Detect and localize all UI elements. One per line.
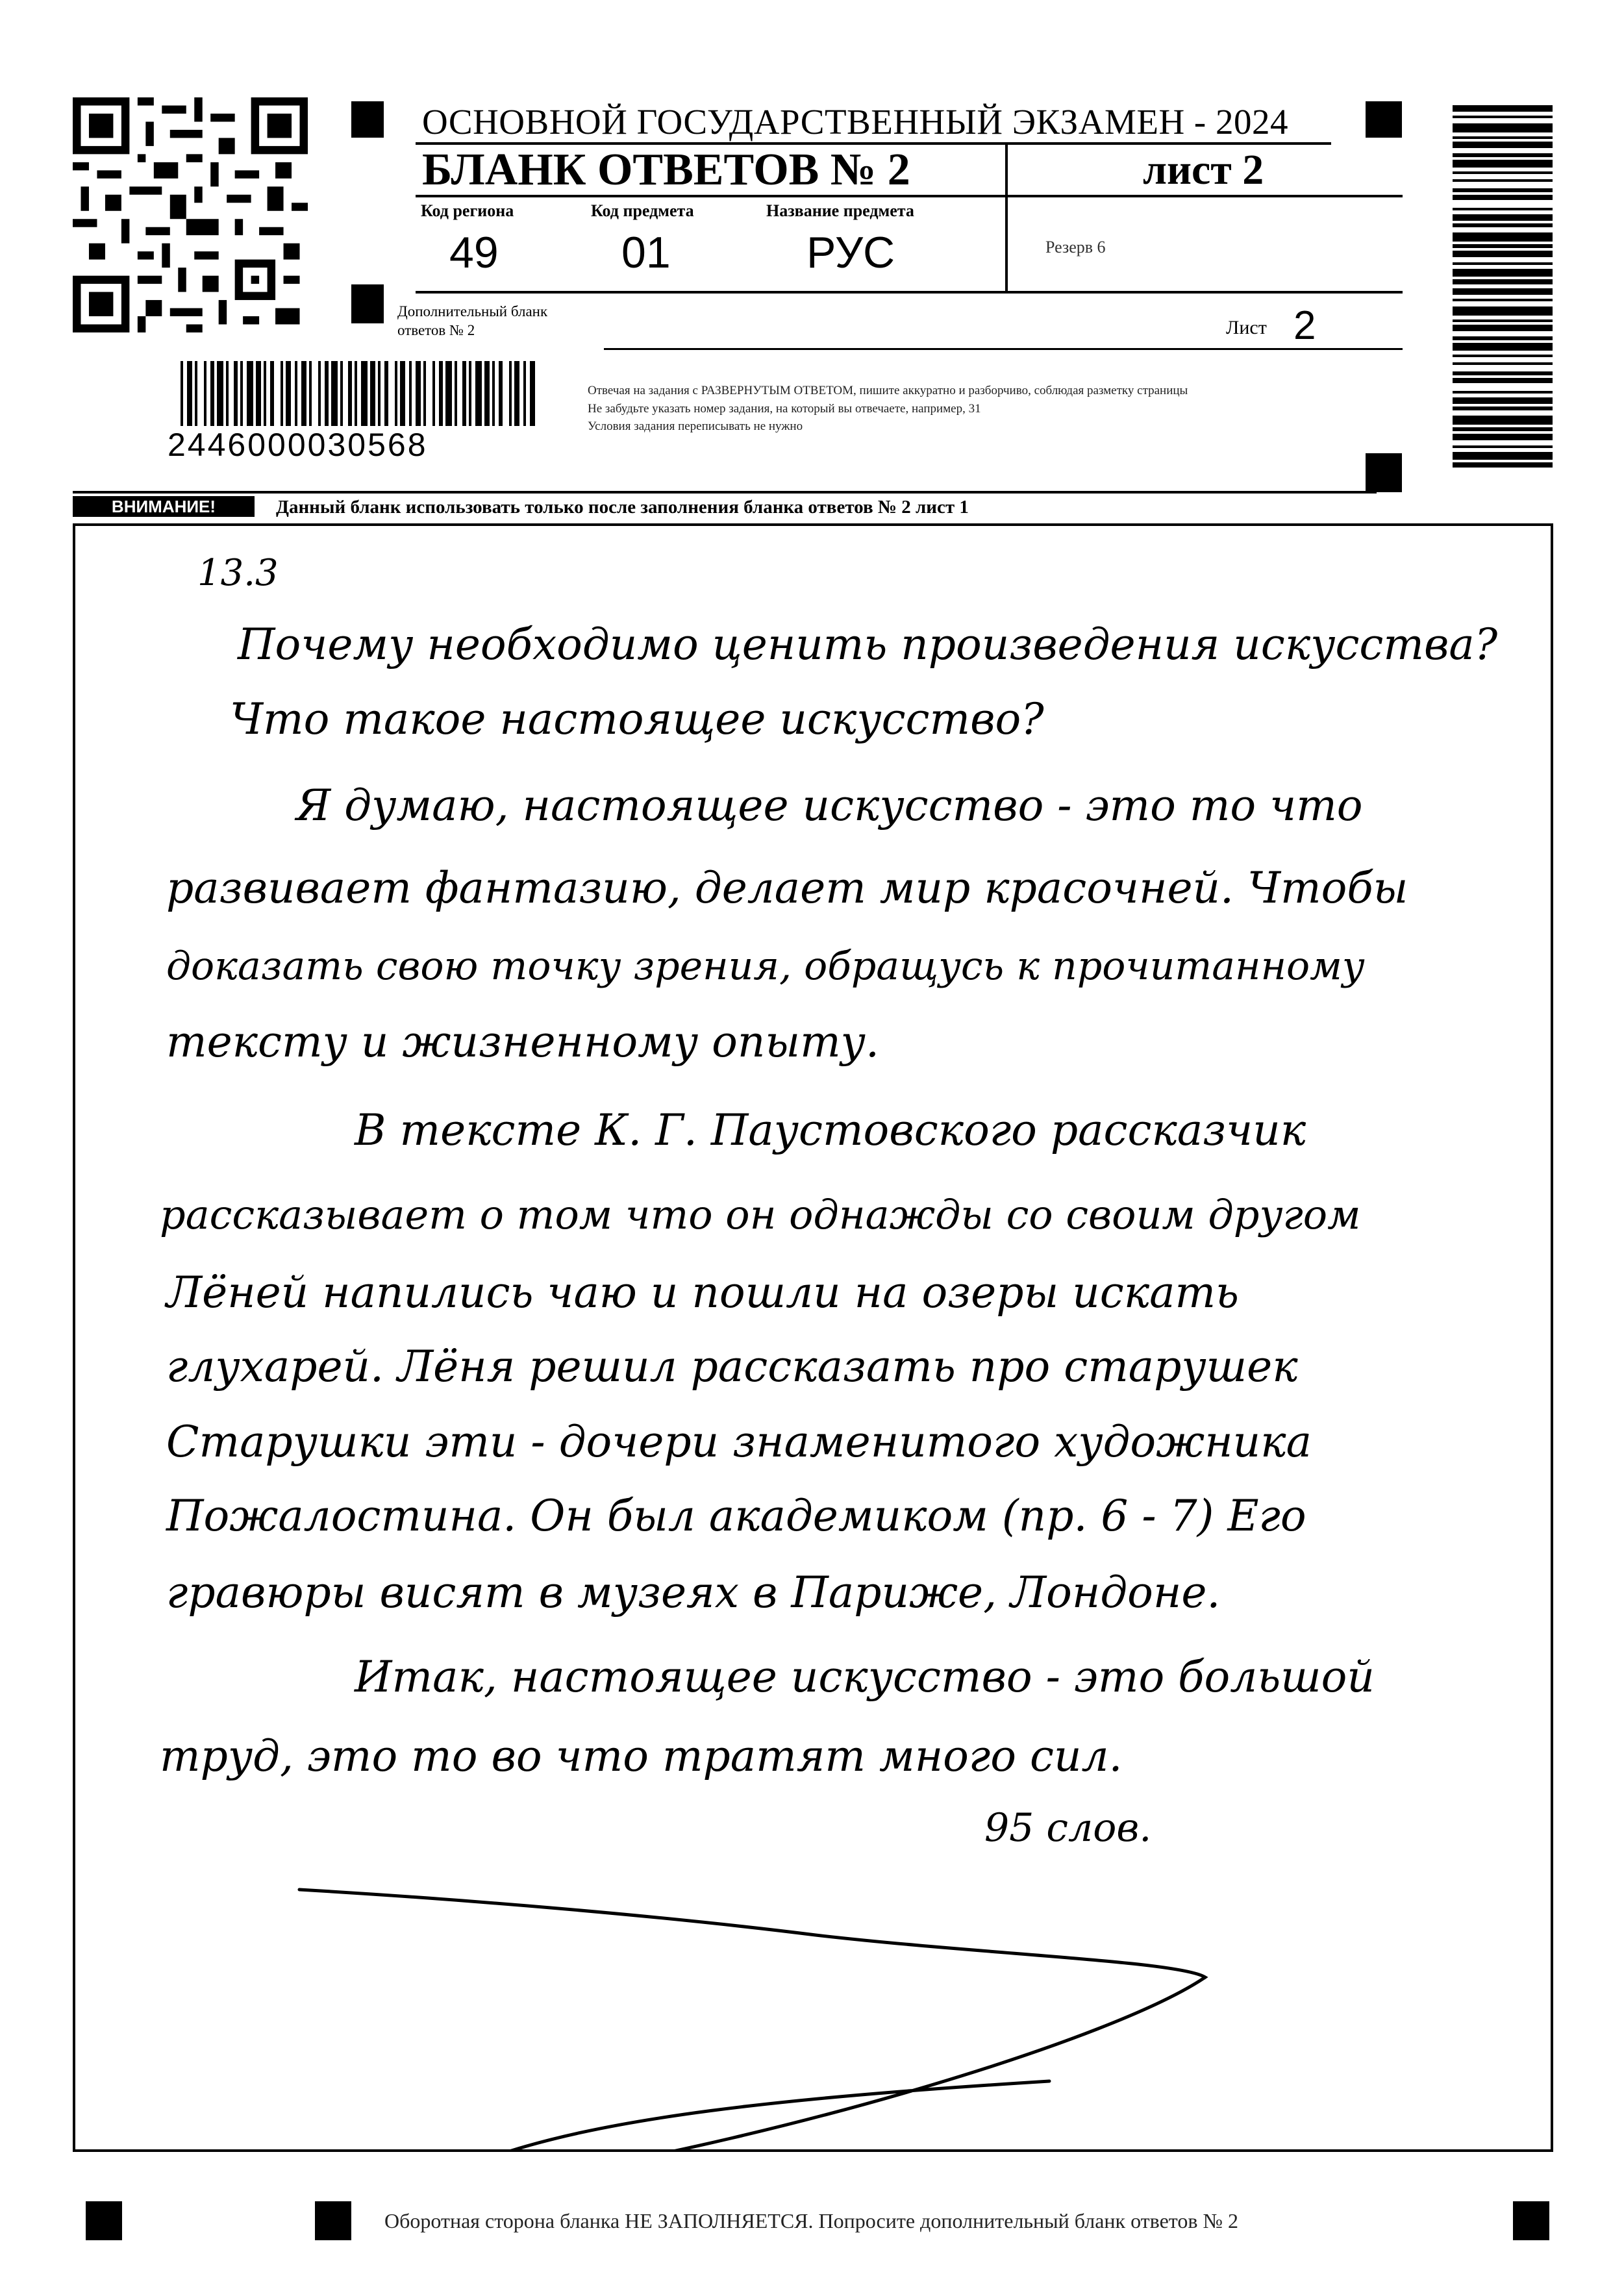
barcode-bar — [514, 361, 519, 426]
barcode-bar — [455, 361, 457, 426]
registration-mark-bottom-2 — [315, 2201, 351, 2240]
barcode-bar — [281, 361, 283, 426]
barcode-bar — [1453, 391, 1553, 394]
attention-badge: ВНИМАНИЕ! — [73, 496, 255, 517]
answer-line: рассказывает о том что он однажды со своим другом — [160, 1191, 1361, 1238]
answer-line: Пожалостина. Он был академиком (пр. 6 - 7) Его — [166, 1491, 1306, 1541]
barcode-bar — [1453, 427, 1553, 431]
qr-code — [73, 97, 308, 332]
answer-line: развивает фантазию, делает мир красочней. Чтобы — [166, 863, 1408, 913]
region-code-value: 49 — [449, 228, 499, 277]
barcode-bar — [416, 361, 421, 426]
barcode-bar — [499, 361, 503, 426]
barcode-bar — [509, 361, 512, 426]
instruction-line: Условия задания переписывать не нужно — [588, 419, 803, 434]
registration-mark-bottom-3 — [1513, 2201, 1549, 2240]
barcode-bar — [181, 361, 183, 426]
barcode-bar — [400, 361, 405, 426]
barcode-bar — [1453, 325, 1553, 331]
registration-mark-mid-right — [1366, 453, 1402, 492]
barcode-bar — [1453, 153, 1553, 157]
barcode-bar — [217, 361, 223, 426]
barcode-bar — [1453, 299, 1553, 301]
sheet-label: лист 2 — [1143, 146, 1264, 194]
barcode-bar — [378, 361, 381, 426]
z-strike-mark — [75, 526, 1551, 2149]
additional-sheet-label: Лист — [1226, 317, 1267, 338]
barcode-bar — [187, 361, 192, 426]
barcode-bar — [492, 361, 495, 426]
barcode-bar — [1453, 355, 1553, 357]
barcode-bar — [1453, 462, 1553, 468]
barcode-bar — [331, 361, 338, 426]
barcode-bar — [1453, 188, 1553, 192]
barcode-bar — [355, 361, 357, 426]
answer-line: глухарей. Лёня решил рассказать про старушек — [166, 1342, 1298, 1392]
instruction-line: Отвечая на задания с РАЗВЕРНУТЫМ ОТВЕТОМ, пишите аккуратно и разборчиво, соблюдая разметку страницы — [588, 384, 1188, 397]
barcode-bar — [1453, 171, 1553, 174]
barcode-bar — [1453, 269, 1553, 277]
answer-area — [73, 523, 1553, 2152]
barcode-bar — [1453, 179, 1553, 182]
barcode-bar — [1453, 123, 1553, 132]
barcode-bar — [1453, 244, 1553, 248]
barcode-bar — [318, 361, 321, 426]
barcode-bar — [1453, 319, 1553, 322]
attention-text: Данный бланк использовать только после заполнения бланка ответов № 2 лист 1 — [276, 497, 969, 518]
barcode-bar — [1453, 214, 1553, 221]
instructions — [588, 382, 1399, 436]
barcode-bar — [1453, 406, 1553, 410]
footer-note: Оборотная сторона бланка НЕ ЗАПОЛНЯЕТСЯ. Попросите дополнительный бланк ответов № 2 — [384, 2209, 1238, 2232]
barcode-bar — [1453, 116, 1553, 118]
registration-mark-mid-left — [351, 284, 384, 323]
barcode-bar — [1453, 160, 1553, 168]
barcode-bar — [1453, 378, 1553, 383]
barcode-bar — [462, 361, 466, 426]
barcode-bar — [530, 361, 535, 426]
barcode-bar — [226, 361, 229, 426]
barcode-bar — [1453, 105, 1553, 112]
barcode-bar — [1453, 232, 1553, 242]
answer-line: Что такое настоящее искусство? — [230, 694, 1044, 744]
barcode-bar — [1453, 343, 1553, 351]
barcode-bar — [204, 361, 206, 426]
form-barcode — [181, 361, 532, 426]
barcode-bar — [409, 361, 412, 426]
barcode-bar — [1453, 416, 1553, 425]
registration-mark-bottom-1 — [86, 2201, 122, 2240]
region-code-label: Код региона — [421, 201, 514, 220]
answer-line: Почему необходимо ценить произведения искусства? — [238, 619, 1498, 669]
barcode-bar — [1453, 397, 1553, 404]
barcode-bar — [484, 361, 490, 426]
barcode-bar — [1453, 371, 1553, 375]
barcode-bar — [1453, 362, 1553, 365]
instruction-line: Не забудьте указать номер задания, на который вы отвечаете, например, 31 — [588, 401, 981, 416]
barcode-bar — [1453, 336, 1553, 340]
barcode-bar — [256, 361, 261, 426]
exam-title: ОСНОВНОЙ ГОСУДАРСТВЕННЫЙ ЭКЗАМЕН - 2024 — [422, 102, 1288, 142]
barcode-bar — [340, 361, 343, 426]
barcode-bar — [439, 361, 443, 426]
barcode-bar — [1453, 262, 1553, 265]
barcode-bar — [423, 361, 426, 426]
barcode-bar — [309, 361, 312, 426]
barcode-bar — [240, 361, 243, 426]
answer-line: труд, это то во что тратят много сил. — [160, 1731, 1123, 1781]
barcode-bar — [1453, 288, 1553, 295]
answer-line: Лёней напились чаю и пошли на озеры искать — [166, 1268, 1239, 1318]
barcode-bar — [469, 361, 471, 426]
subject-code-value: 01 — [621, 228, 671, 277]
barcode-bar — [1453, 223, 1553, 227]
subject-name-label: Название предмета — [766, 201, 914, 220]
barcode-bar — [1453, 306, 1553, 316]
subject-code-label: Код предмета — [591, 201, 694, 220]
barcode-bar — [432, 361, 435, 426]
barcode-bar — [247, 361, 253, 426]
barcode-bar — [395, 361, 397, 426]
answer-line: Старушки эти - дочери знаменитого художника — [166, 1417, 1312, 1467]
barcode-bar — [195, 361, 197, 426]
additional-blank-label: Дополнительный бланк ответов № 2 — [397, 303, 548, 338]
answer-line: Я думаю, настоящее искусство - это то что — [296, 781, 1363, 831]
barcode-bar — [348, 361, 352, 426]
barcode-bar — [1453, 279, 1553, 284]
barcode-bar — [1453, 195, 1553, 200]
registration-mark-top-left — [351, 101, 384, 138]
subject-name-value: РУС — [806, 228, 895, 277]
barcode-bar — [1453, 445, 1553, 448]
barcode-bar — [301, 361, 306, 426]
barcode-bar — [325, 361, 329, 426]
form-title: БЛАНК ОТВЕТОВ № 2 — [422, 145, 910, 195]
answer-line: тексту и жизненному опыту. — [166, 1017, 879, 1067]
answer-line: В тексте К. Г. Паустовского рассказчик — [355, 1105, 1306, 1155]
barcode-bar — [370, 361, 375, 426]
barcode-bar — [1453, 208, 1553, 210]
barcode-bar — [1453, 452, 1553, 460]
barcode-bar — [264, 361, 266, 426]
answer-line: доказать свою точку зрения, обращусь к прочитанному — [166, 944, 1365, 989]
barcode-bar — [445, 361, 452, 426]
registration-mark-top-right — [1366, 101, 1402, 138]
barcode-bar — [286, 361, 291, 426]
barcode-bar — [210, 361, 214, 426]
barcode-bar — [1453, 142, 1553, 148]
barcode-bar — [234, 361, 238, 426]
barcode-bar — [295, 361, 297, 426]
barcode-bar — [361, 361, 368, 426]
additional-sheet-number: 2 — [1293, 303, 1316, 348]
task-number: 13.3 — [197, 552, 279, 594]
barcode-bar — [1453, 251, 1553, 257]
barcode-number: 2446000030568 — [168, 427, 428, 463]
answer-line: Итак, настоящее искусство - это большой — [355, 1652, 1375, 1702]
reserve-field: Резерв 6 — [1045, 238, 1106, 256]
barcode-bar — [1453, 136, 1553, 139]
barcode-bar — [475, 361, 482, 426]
side-barcode — [1453, 105, 1553, 469]
answer-line: гравюры висят в музеях в Париже, Лондоне. — [166, 1568, 1221, 1618]
word-count: 95 слов. — [984, 1805, 1152, 1851]
barcode-bar — [523, 361, 526, 426]
barcode-bar — [1453, 434, 1553, 440]
barcode-bar — [384, 361, 388, 426]
barcode-bar — [270, 361, 274, 426]
